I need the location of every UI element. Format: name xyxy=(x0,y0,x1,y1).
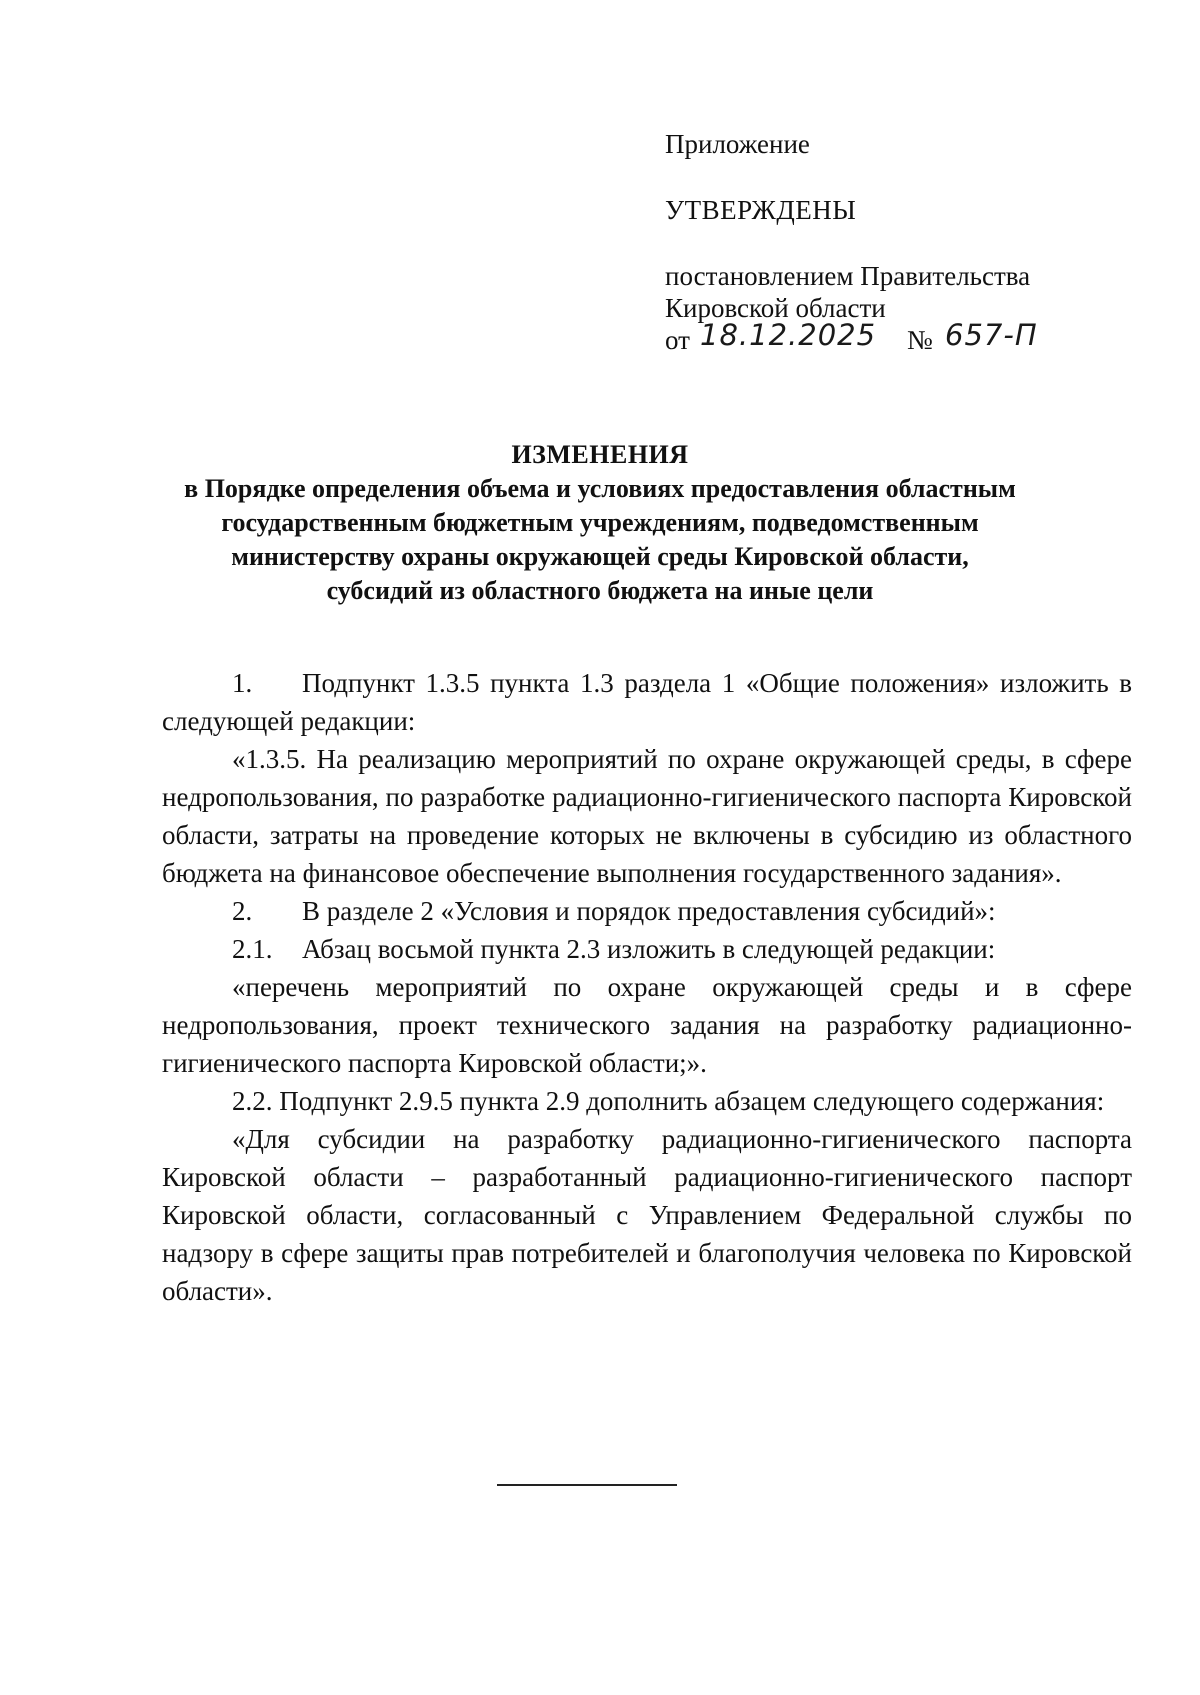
decree-line-2: Кировской области xyxy=(665,293,886,323)
paragraph-2-1-text: Абзац восьмой пункта 2.3 изложить в следующей редакции: xyxy=(302,934,996,964)
paragraph-2-2-number: 2.2. xyxy=(232,1086,273,1116)
title-line-3: министерству охраны окружающей среды Кировской области, xyxy=(231,542,969,571)
paragraph-2-2-text: Подпункт 2.9.5 пункта 2.9 дополнить абзацем следующего содержания: xyxy=(279,1086,1105,1116)
paragraph-2 xyxy=(162,892,1132,930)
number-sign: № xyxy=(907,325,933,355)
paragraph-2-1 xyxy=(162,930,1132,968)
paragraph-1-text: Подпункт 1.3.5 пункта 1.3 раздела 1 «Общие положения» изложить в следующей редакции: xyxy=(162,668,1132,736)
decree-line-1: постановлением Правительства xyxy=(665,261,1031,291)
appendix-label: Приложение xyxy=(665,129,810,159)
document-title xyxy=(120,438,1080,608)
paragraph-1-quote: «1.3.5. На реализацию мероприятий по охране окружающей среды, в сфере недропользования, по разработке радиационно-гигиенического паспорта Кировской области, затраты на проведение которых не включены в субсидию из областного бюджета на финансовое обеспечение выполнения государственного задания». xyxy=(162,744,1132,888)
handwritten-number: 657-П xyxy=(945,318,1038,352)
paragraph-2-2 xyxy=(162,1082,1132,1120)
title-line-2: государственным бюджетным учреждениям, подведомственным xyxy=(221,508,979,537)
paragraph-2-1-number: 2.1. xyxy=(232,934,273,964)
paragraph-1-number: 1. xyxy=(232,668,253,698)
approval-block xyxy=(665,128,1105,358)
title-main: ИЗМЕНЕНИЯ xyxy=(511,440,689,469)
paragraph-1 xyxy=(162,664,1132,740)
end-divider xyxy=(497,1484,677,1486)
date-number-line xyxy=(665,318,1105,358)
title-line-1: в Порядке определения объема и условиях предоставления областным xyxy=(184,474,1016,503)
paragraph-2-2-quote: «Для субсидии на разработку радиационно-гигиенического паспорта Кировской области – разработанный радиационно-гигиенического паспорт Кировской области, согласованный с Управлением Федеральной службы по надзору в сфере защиты прав потребителей и благополучия человека по Кировской области». xyxy=(162,1124,1132,1306)
title-line-4: субсидий из областного бюджета на иные цели xyxy=(326,576,874,605)
approved-label: УТВЕРЖДЕНЫ xyxy=(665,195,857,225)
date-prefix: от xyxy=(665,325,690,355)
paragraph-2-text: В разделе 2 «Условия и порядок предоставления субсидий»: xyxy=(302,896,996,926)
paragraph-2-1-quote: «перечень мероприятий по охране окружающей среды и в сфере недропользования, проект технического задания на разработку радиационно-гигиенического паспорта Кировской области;». xyxy=(162,972,1132,1078)
handwritten-date: 18.12.2025 xyxy=(700,318,877,352)
paragraph-2-number: 2. xyxy=(232,896,253,926)
document-body xyxy=(162,664,1132,1310)
